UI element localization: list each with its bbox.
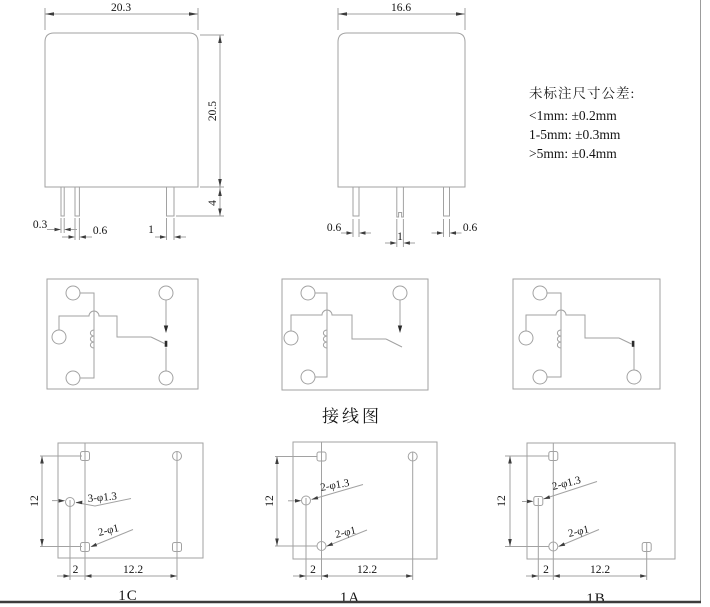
pin [61, 187, 64, 216]
hole-note: 2-φ1.3 [550, 474, 583, 493]
coil-symbol [323, 330, 327, 348]
wiring-schematic-1a [282, 279, 428, 390]
dim-pin2-label: 0.6 [92, 225, 108, 237]
dim-pin-length-label: 4 [207, 200, 219, 206]
wiring-schematic-1b [513, 279, 660, 389]
relay-body-outline [45, 33, 198, 187]
coil-symbol [557, 330, 561, 348]
footprint-label: 1B [586, 591, 606, 607]
footprint-1c-labels [29, 490, 143, 604]
dim-pitch: 12.2 [356, 564, 378, 576]
terminal [159, 371, 173, 385]
coil-symbol [90, 330, 94, 348]
terminal [533, 370, 547, 384]
dim-width-label: 20.3 [110, 2, 132, 14]
tolerance-row: >5mm: ±0.4mm [529, 146, 617, 161]
terminal [284, 331, 298, 345]
terminal [66, 371, 80, 385]
tolerance-title: 未标注尺寸公差: [529, 86, 636, 101]
side-view [338, 8, 465, 247]
hole-note: 2-φ1.3 [319, 477, 351, 494]
footprint-1b [505, 443, 675, 580]
dim-pin-left-label: 0.6 [326, 222, 342, 234]
terminal [301, 370, 315, 384]
dim-width-label: 16.6 [390, 2, 412, 14]
hole-note: 2-φ1 [96, 522, 121, 539]
dim-side: 12 [496, 495, 508, 507]
terminal [627, 370, 641, 384]
dim-pitch: 12.2 [589, 564, 611, 576]
pin [75, 187, 79, 216]
dim-offset: 2 [310, 564, 316, 576]
tolerance-note [529, 84, 635, 163]
dim-side: 12 [29, 495, 41, 507]
dim-height-label: 20.5 [207, 100, 219, 122]
dim-offset: 2 [543, 564, 549, 576]
terminal [533, 286, 547, 300]
terminal [393, 286, 407, 300]
wiring-schematic-1c [47, 279, 198, 389]
hole-note: 2-φ1 [566, 523, 591, 540]
footprint-1a [275, 442, 437, 580]
footprint-label: 1C [118, 588, 138, 604]
relay-body-outline [338, 33, 465, 187]
front-view [45, 8, 224, 240]
pin-notched [397, 187, 404, 217]
terminal [66, 286, 80, 300]
side-view-dimension-labels [327, 2, 478, 243]
dim-pitch: 12.2 [122, 564, 144, 576]
footprint-1c [40, 443, 203, 580]
dim-pin-mid-label: 1 [397, 231, 403, 243]
tolerance-row: 1-5mm: ±0.3mm [529, 127, 621, 142]
pin [167, 187, 175, 216]
hole-note: 3-φ1.3 [87, 490, 118, 505]
terminal [301, 286, 315, 300]
footprint-label: 1A [339, 590, 361, 606]
dim-offset: 2 [72, 564, 79, 576]
terminal [519, 331, 533, 345]
pin [444, 187, 450, 216]
terminal [52, 330, 66, 344]
dim-pin3-label: 1 [148, 224, 154, 236]
terminal [159, 286, 173, 300]
dim-pin-right-label: 0.6 [462, 222, 478, 234]
tolerance-row: <1mm: ±0.2mm [529, 108, 617, 123]
dim-pin1-label: 0.3 [32, 219, 48, 231]
pin [353, 187, 359, 216]
dim-side: 12 [264, 495, 276, 507]
hole-note: 2-φ1 [333, 524, 358, 541]
wiring-caption: 接线图 [322, 407, 382, 426]
